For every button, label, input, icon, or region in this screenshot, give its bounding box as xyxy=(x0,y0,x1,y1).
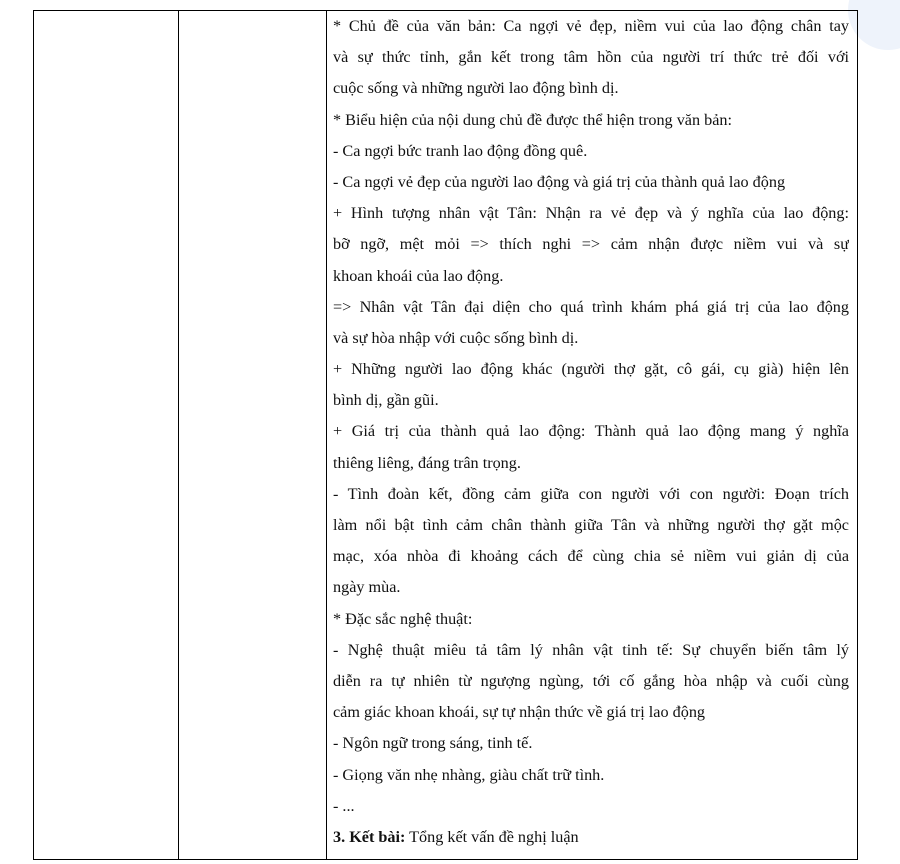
text-line: diễn ra tự nhiên từ ngượng ngùng, tới cố gắng hòa nhập và cuối cùng xyxy=(333,671,849,690)
content-cell xyxy=(327,11,858,860)
text-line: ngày mùa. xyxy=(333,578,401,597)
text-line: bỡ ngỡ, mệt mỏi => thích nghi => cảm nhận được niềm vui và sự xyxy=(333,235,849,254)
text-line: * Biểu hiện của nội dung chủ đề được thể hiện trong văn bản: xyxy=(333,110,732,129)
text-line: * Đặc sắc nghệ thuật: xyxy=(333,609,473,628)
text-line: - Giọng văn nhẹ nhàng, giàu chất trữ tình. xyxy=(333,765,605,784)
text-line: - Ca ngợi bức tranh lao động đồng quê. xyxy=(333,141,588,160)
table-row xyxy=(34,11,858,860)
empty-cell-left xyxy=(34,11,179,860)
text-line: - ... xyxy=(333,796,355,815)
text-line: bình dị, gần gũi. xyxy=(333,391,439,410)
text-line: mạc, xóa nhòa đi khoảng cách để cùng chia sẻ niềm vui giản dị của xyxy=(333,547,849,566)
text-line: cảm giác khoan khoái, sự tự nhận thức về giá trị lao động xyxy=(333,703,706,722)
text-line: làm nổi bật tình cảm chân thành giữa Tân và những người thợ gặt mộc xyxy=(333,516,849,534)
content-table xyxy=(33,10,858,860)
text-line: * Chủ đề của văn bản: Ca ngợi vẻ đẹp, niềm vui của lao động chân tay xyxy=(333,17,849,35)
closing-line xyxy=(333,822,849,853)
text-line: - Nghệ thuật miêu tả tâm lý nhân vật tinh tế: Sự chuyển biến tâm lý xyxy=(333,640,849,659)
text-line: và sự hòa nhập với cuộc sống bình dị. xyxy=(333,328,579,347)
text-line: + Hình tượng nhân vật Tân: Nhận ra vẻ đẹp và ý nghĩa của lao động: xyxy=(333,204,849,223)
empty-cell-middle xyxy=(179,11,327,860)
text-line: => Nhân vật Tân đại diện cho quá trình khám phá giá trị của lao động xyxy=(333,297,849,316)
text-line: + Những người lao động khác (người thợ gặt, cô gái, cụ già) hiện lên xyxy=(333,360,849,379)
text-line: - Ngôn ngữ trong sáng, tinh tế. xyxy=(333,734,533,753)
text-line: khoan khoái của lao động. xyxy=(333,266,504,285)
text-line: - Ca ngợi vẻ đẹp của người lao động và giá trị của thành quả lao động xyxy=(333,172,786,191)
closing-text: Tổng kết vấn đề nghị luận xyxy=(405,827,579,846)
text-line: - Tình đoàn kết, đồng cảm giữa con người với con người: Đoạn trích xyxy=(333,484,849,503)
text-line: cuộc sống và những người lao động bình dị. xyxy=(333,79,619,98)
text-line: + Giá trị của thành quả lao động: Thành quả lao động mang ý nghĩa xyxy=(333,422,849,441)
text-line: thiêng liêng, đáng trân trọng. xyxy=(333,453,521,472)
text-line: và sự thức tỉnh, gắn kết trong tâm hồn của người trí thức trẻ đối với xyxy=(333,48,849,67)
content-lines xyxy=(333,11,849,822)
closing-heading: 3. Kết bài: xyxy=(333,827,406,846)
